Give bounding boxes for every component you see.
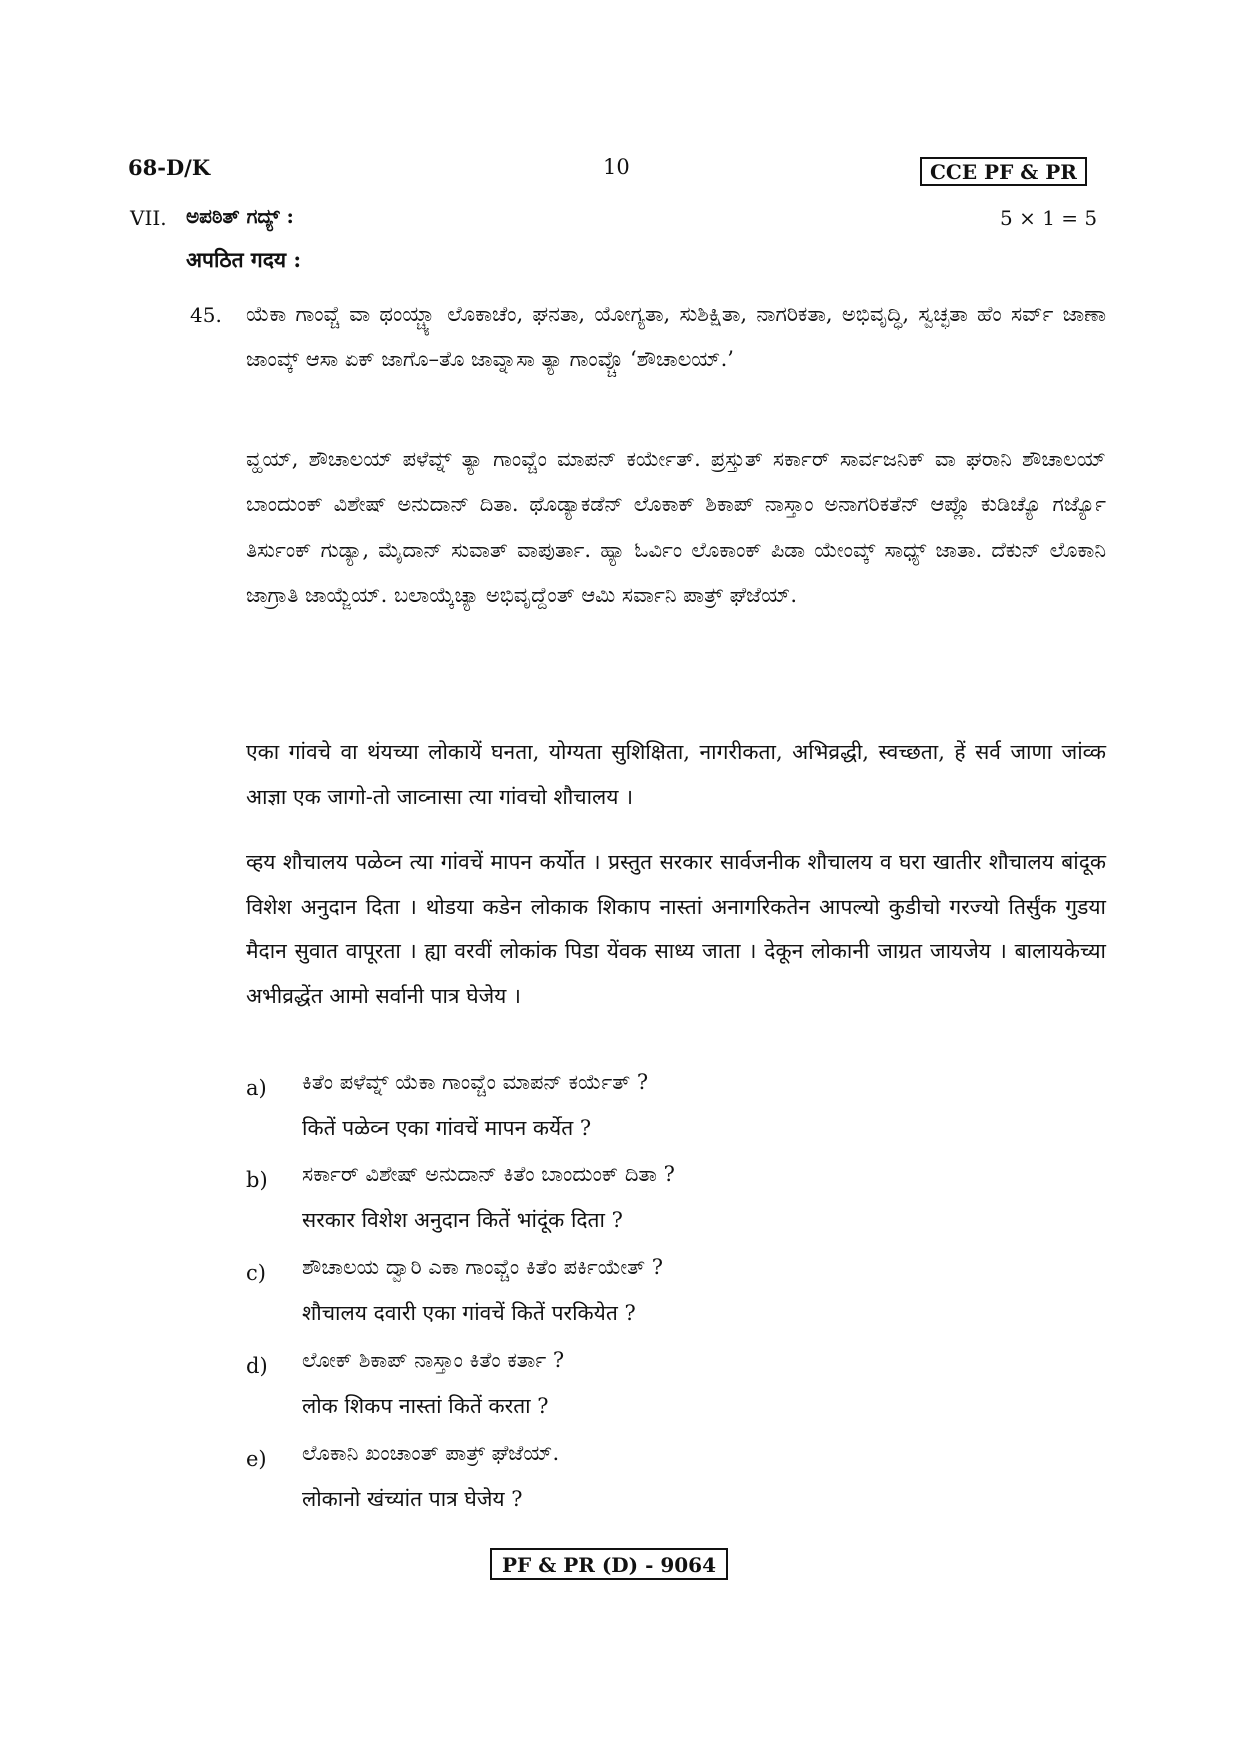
subquestion-devanagari: शौचालय दवारी एका गांवचें कितें परकियेत ? [302, 1301, 636, 1325]
subquestion-label: a) [246, 1076, 267, 1100]
subquestion-label: e) [246, 1447, 267, 1471]
passage-devanagari-paragraph-2: व्हय शौचालय पळेव्न त्या गांवचें मापन कर्योत । प्रस्तुत सरकार सार्वजनीक शौचालय व घरा खातीर शौचालय बांदूक विशेश अनुदान दिता । थोडया कडेन लोकाक शिकाप नास्तां अनागरिकतेन आपल्यो कुडीचो गरज्यो तिर्सुंक गुडया मैदान सुवात वापूरता । ह्या वरवीं लोकांक पिडा येंवक साध्य जाता । देकून लोकानी जाग्रत जायजेय । बालायकेच्या अभीव्रद्धेंत आमो सर्वानी पात्र घेजेय । [246, 850, 1106, 1008]
passage-devanagari-paragraph-1: एका गांवचे वा थंयच्या लोकायें घनता, योग्यता सुशिक्षिता, नागरीकता, अभिव्रद्धी, स्वच्छता, हें सर्व जाणा जांव्क आज्ञा एक जागो-तो जाव्नासा त्या गांवचो शौचालय । [246, 740, 1106, 809]
subquestion-label: d) [246, 1354, 268, 1378]
section-title-devanagari: अपठित गदय : [186, 247, 302, 272]
subquestion-devanagari: लोकानो खंच्यांत पात्र घेजेय ? [302, 1487, 523, 1511]
paper-code: 68-D/K [128, 155, 211, 180]
passage-kannada-paragraph-2: ವ್ಹಯ್, ಶೌಚಾಲಯ್ ಪಳೆವ್ನ್ ತ್ಯಾ ಗಾಂವ್ಚೆಂ ಮಾಪನ್ ಕರ್ಯೇತ್. ಪ್ರಸ್ತುತ್ ಸರ್ಕಾರ್ ಸಾರ್ವಜನಿಕ್ ವಾ ಘರಾನಿ ಶೌಚಾಲಯ್ ಬಾಂದುಂಕ್ ವಿಶೇಷ್ ಅನುದಾನ್ ದಿತಾ. ಥೊಡ್ಯಾಕಡೆನ್ ಲೊಕಾಕ್ ಶಿಕಾಪ್ ನಾಸ್ತಾಂ ಅನಾಗರಿಕತೆನ್ ಆಪ್ಲೊ ಕುಡಿಚ್ಯೊ ಗರ್ಜ್ಯೊ ತಿರ್ಸುಂಕ್ ಗುಡ್ಯಾ, ಮೈದಾನ್ ಸುವಾತ್ ವಾಪುರ್ತಾ. ಹ್ಯಾ ಓರ್ವಿಂ ಲೊಕಾಂಕ್ ಪಿಡಾ ಯೇಂವ್ಕ್ ಸಾಧ್ಯ್ ಜಾತಾ. ದೆಕುನ್ ಲೊಕಾನಿ ಜಾಗ್ರಾತಿ ಜಾಯ್ಜೆಯ್. ಬಲಾಯ್ಕೆಚ್ಯಾ ಅಭಿವೃದ್ದೆಂತ್ ಆಮಿ ಸರ್ವಾನಿ ಪಾತ್ರ್ ಘೆಜೆಯ್. [246, 447, 1106, 607]
subquestion-kannada: ಸರ್ಕಾರ್ ವಿಶೇಷ್ ಅನುದಾನ್ ಕಿತೆಂ ಬಾಂದುಂಕ್ ದಿತಾ ? [302, 1162, 675, 1186]
subquestion-kannada: ಲೋಕ್ ಶಿಕಾಪ್ ನಾಸ್ತಾಂ ಕಿತೆಂ ಕರ್ತಾ ? [302, 1348, 565, 1372]
section-number: VII. [130, 206, 167, 230]
subquestion-label: c) [246, 1261, 266, 1285]
passage-kannada-paragraph-1: ಯೆಕಾ ಗಾಂವ್ಚೆ ವಾ ಥಂಯ್ಚ್ಯಾ ಲೊಕಾಚೆಂ, ಘನತಾ, ಯೋಗ್ಯತಾ, ಸುಶಿಕ್ಷಿತಾ, ನಾಗರಿಕತಾ, ಅಭಿವೃದ್ಧಿ, ಸ್ವಚ್ಛತಾ ಹೆಂ ಸರ್ವ್ ಜಾಣಾ ಜಾಂವ್ಕ್ ಆಸಾ ಏಕ್ ಜಾಗೊ–ತೊ ಜಾವ್ನಾಸಾ ತ್ಯಾ ಗಾಂವ್ಚೊ ‘ಶೌಚಾಲಯ್.’ [246, 302, 1106, 372]
exam-name-box: CCE PF & PR [920, 157, 1087, 186]
subquestion-devanagari: सरकार विशेश अनुदान कितें भांदूंक दिता ? [302, 1208, 623, 1232]
subquestion-kannada: ಲೊಕಾನಿ ಖಂಚಾಂತ್ ಪಾತ್ರ್ ಘೆಜೆಯ್. [302, 1441, 560, 1465]
subquestion-devanagari: कितें पळेव्न एका गांवचें मापन कर्येत ? [302, 1116, 592, 1140]
subquestion-devanagari: लोक शिकप नास्तां कितें करता ? [302, 1394, 549, 1418]
subquestion-kannada: ಕಿತೆಂ ಪಳೆವ್ನ್ ಯೆಕಾ ಗಾಂವ್ಚೆಂ ಮಾಪನ್ ಕರ್ಯೆತ್ ? [302, 1070, 649, 1094]
subquestion-label: b) [246, 1168, 268, 1192]
subquestion-kannada: ಶೌಚಾಲಯ ದ್ವಾರಿ ಎಕಾ ಗಾಂವ್ಚೆಂ ಕಿತೆಂ ಪರ್ಕಿಯೇತ್ ? [302, 1255, 664, 1279]
question-number: 45. [190, 303, 222, 327]
page-number: 10 [603, 155, 630, 179]
section-marks: 5 × 1 = 5 [1000, 206, 1098, 230]
section-title-kannada: ಅಪಠಿತ್ ಗದ್ಯ್ : [186, 204, 294, 228]
footer-paper-code: PF & PR (D) - 9064 [490, 1548, 728, 1580]
